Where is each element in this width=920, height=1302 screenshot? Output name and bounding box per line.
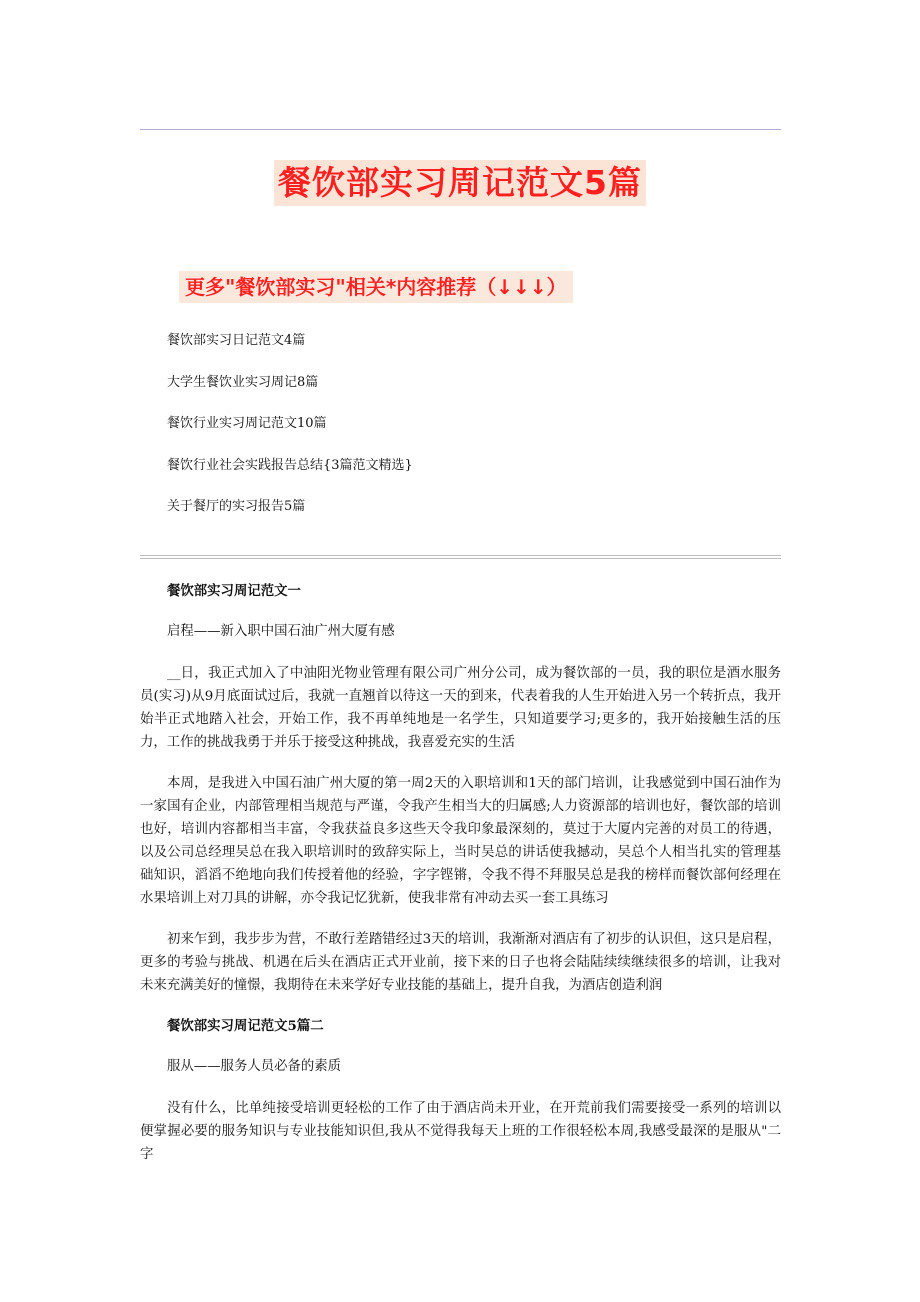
section-subtitle: 服从——服务人员必备的素质 [167, 1059, 342, 1074]
section-divider [140, 555, 781, 559]
paragraph: __日，我正式加入了中油阳光物业管理有限公司广州分公司，成为餐饮部的一员，我的职位是酒水服务员(实习)从9月底面试过后，我就一直翘首以待这一天的到来，代表着我的人生开始进入另一个转折点，我开始半正式地踏入社会，开始工作，我不再单纯地是一名学生，只知道要学习;更多的，我开始接触生活的压力，工作的挑战我勇于并乐于接受这种挑战，我喜爱充实的生活 [140, 666, 781, 750]
section-title: 餐饮部实习周记范文5篇二 [167, 1018, 324, 1034]
recommend-link[interactable]: 大学生餐饮业实习周记8篇 [167, 374, 319, 390]
top-divider [140, 129, 781, 130]
recommend-link[interactable]: 餐饮部实习日记范文4篇 [167, 333, 306, 348]
recommend-link[interactable]: 餐饮行业社会实践报告总结{3篇范文精选} [167, 457, 413, 473]
recommend-heading: 更多"餐饮部实习"相关*内容推荐（↓↓↓） [179, 271, 573, 303]
recommend-list [167, 331, 413, 539]
title-block [0, 160, 920, 206]
paragraph: 本周，是我进入中国石油广州大厦的第一周2天的入职培训和1天的部门培训，让我感觉到中国石油作为一家国有企业，内部管理相当规范与严谨，令我产生相当大的归属感;人力资源部的培训也好，餐饮部的培训也好，培训内容都相当丰富，令我获益良多这些天令我印象最深刻的，莫过于大厦内完善的对员工的待遇，以及公司总经理吴总在我入职培训时的致辞实际上，当时吴总的讲话使我撼动，吴总个人相当扎实的管理基础知识，滔滔不绝地向我们传授着他的经验，字字铿锵，令我不得不拜服吴总是我的榜样而餐饮部何经理在水果培训上对刀具的讲解，亦令我记忆犹新，使我非常有冲动去买一套工具练习 [140, 776, 781, 906]
article-body [140, 580, 781, 1184]
section-subtitle: 启程——新入职中国石油广州大厦有感 [167, 624, 395, 639]
recommend-link[interactable]: 餐饮行业实习周记范文10篇 [167, 416, 327, 431]
recommend-link[interactable]: 关于餐厅的实习报告5篇 [167, 499, 306, 514]
section-title: 餐饮部实习周记范文一 [167, 583, 301, 599]
paragraph: 没有什么，比单纯接受培训更轻松的工作了由于酒店尚未开业，在开荒前我们需要接受一系列的培训以便掌握必要的服务知识与专业技能知识但,我从不觉得我每天上班的工作很轻松本周,我感受最深的是服从"二字 [140, 1101, 781, 1162]
paragraph: 初来乍到，我步步为营，不敢行差踏错经过3天的培训，我渐渐对酒店有了初步的认识但，这只是启程，更多的考验与挑战、机遇在后头在酒店正式开业前，接下来的日子也将会陆陆续续继续很多的培训，让我对未来充满美好的憧憬，我期待在未来学好专业技能的基础上，提升自我，为酒店创造利润 [140, 932, 781, 993]
page-title: 餐饮部实习周记范文5篇 [274, 160, 646, 206]
